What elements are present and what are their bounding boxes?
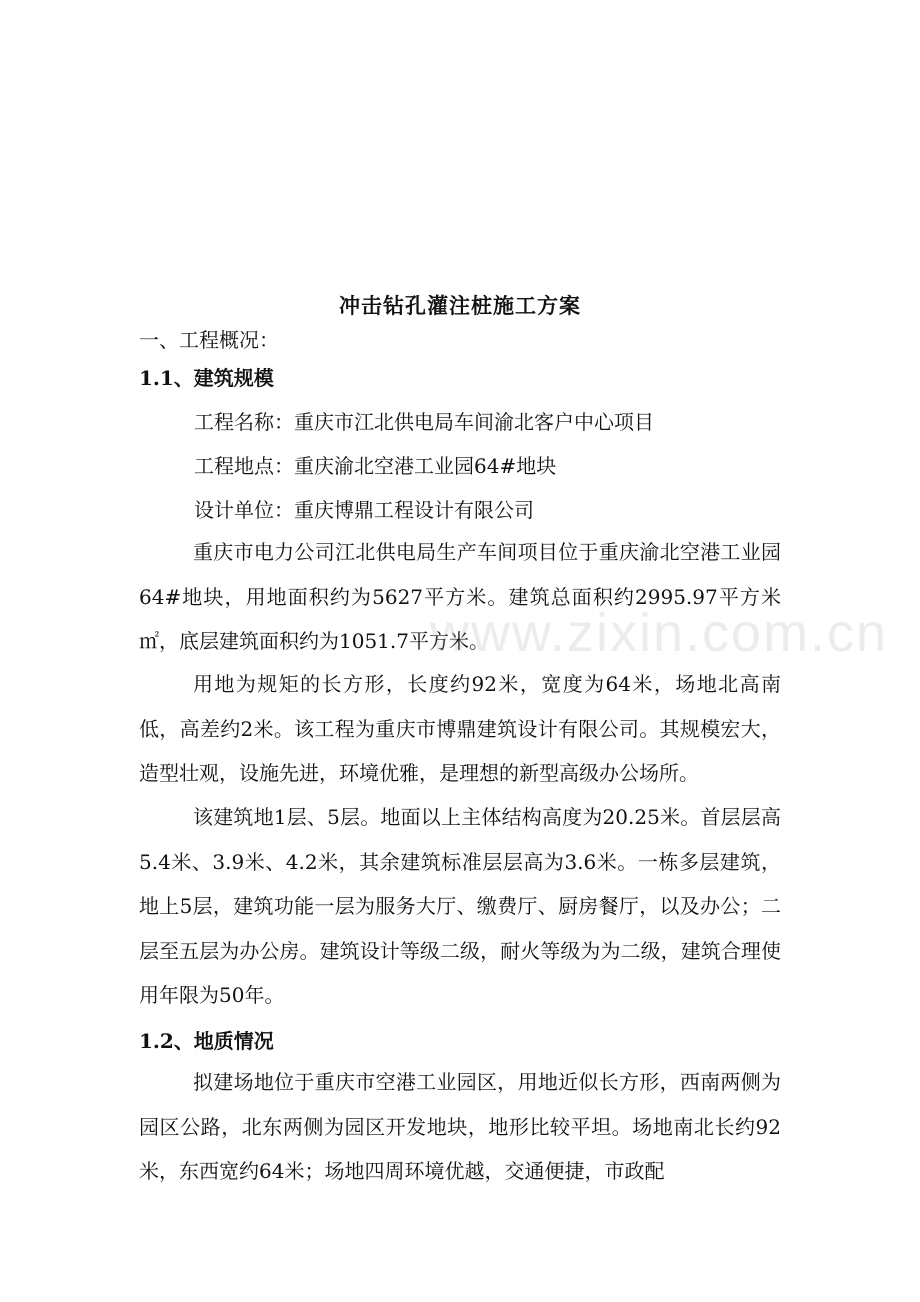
project-location: 工程地点：重庆渝北空港工业园64#地块 xyxy=(194,454,557,478)
paragraph-site-shape: 用地为规矩的长方形，长度约92米，宽度为64米，场地北高南低，高差约2米。该工程为重庆市博鼎建筑设计有限公司。其规模宏大，造型壮观，设施先进，环境优雅，是理想的新型高级办公场所。 xyxy=(139,672,781,785)
paragraph-geology: 拟建场地位于重庆市空港工业园区，用地近似长方形，西南两侧为园区公路，北东两侧为园区开发地块，地形比较平坦。场地南北长约92米，东西宽约64米；场地四周环境优越，交通便捷，市政配 xyxy=(139,1070,781,1183)
paragraph-building-structure: 该建筑地1层、5层。地面以上主体结构高度为20.25米。首层层高5.4米、3.9米、4.2米，其余建筑标准层层高为3.6米。一栋多层建筑，地上5层，建筑功能一层为服务大厅、缴费厅、厨房餐厅，以及办公；二层至五层为办公房。建筑设计等级二级，耐火等级为为二级，建筑合理使用年限为50年。 xyxy=(139,805,781,1007)
document-title: 冲击钻孔灌注桩施工方案 xyxy=(339,293,581,318)
watermark: www.zixin.com.cn xyxy=(430,603,889,663)
subheading-geology: 1.2、地质情况 xyxy=(139,1029,274,1053)
paragraph-site-area: 重庆市电力公司江北供电局生产车间项目位于重庆渝北空港工业园64#地块，用地面积约为5627平方米。建筑总面积约2995.97平方米㎡，底层建筑面积约为1051.7平方米。 xyxy=(139,540,781,653)
design-unit: 设计单位：重庆博鼎工程设计有限公司 xyxy=(194,498,534,522)
project-name: 工程名称：重庆市江北供电局车间渝北客户中心项目 xyxy=(194,410,654,434)
section-heading-overview: 一、工程概况： xyxy=(139,328,279,352)
subheading-building-scale: 1.1、建筑规模 xyxy=(139,366,274,390)
